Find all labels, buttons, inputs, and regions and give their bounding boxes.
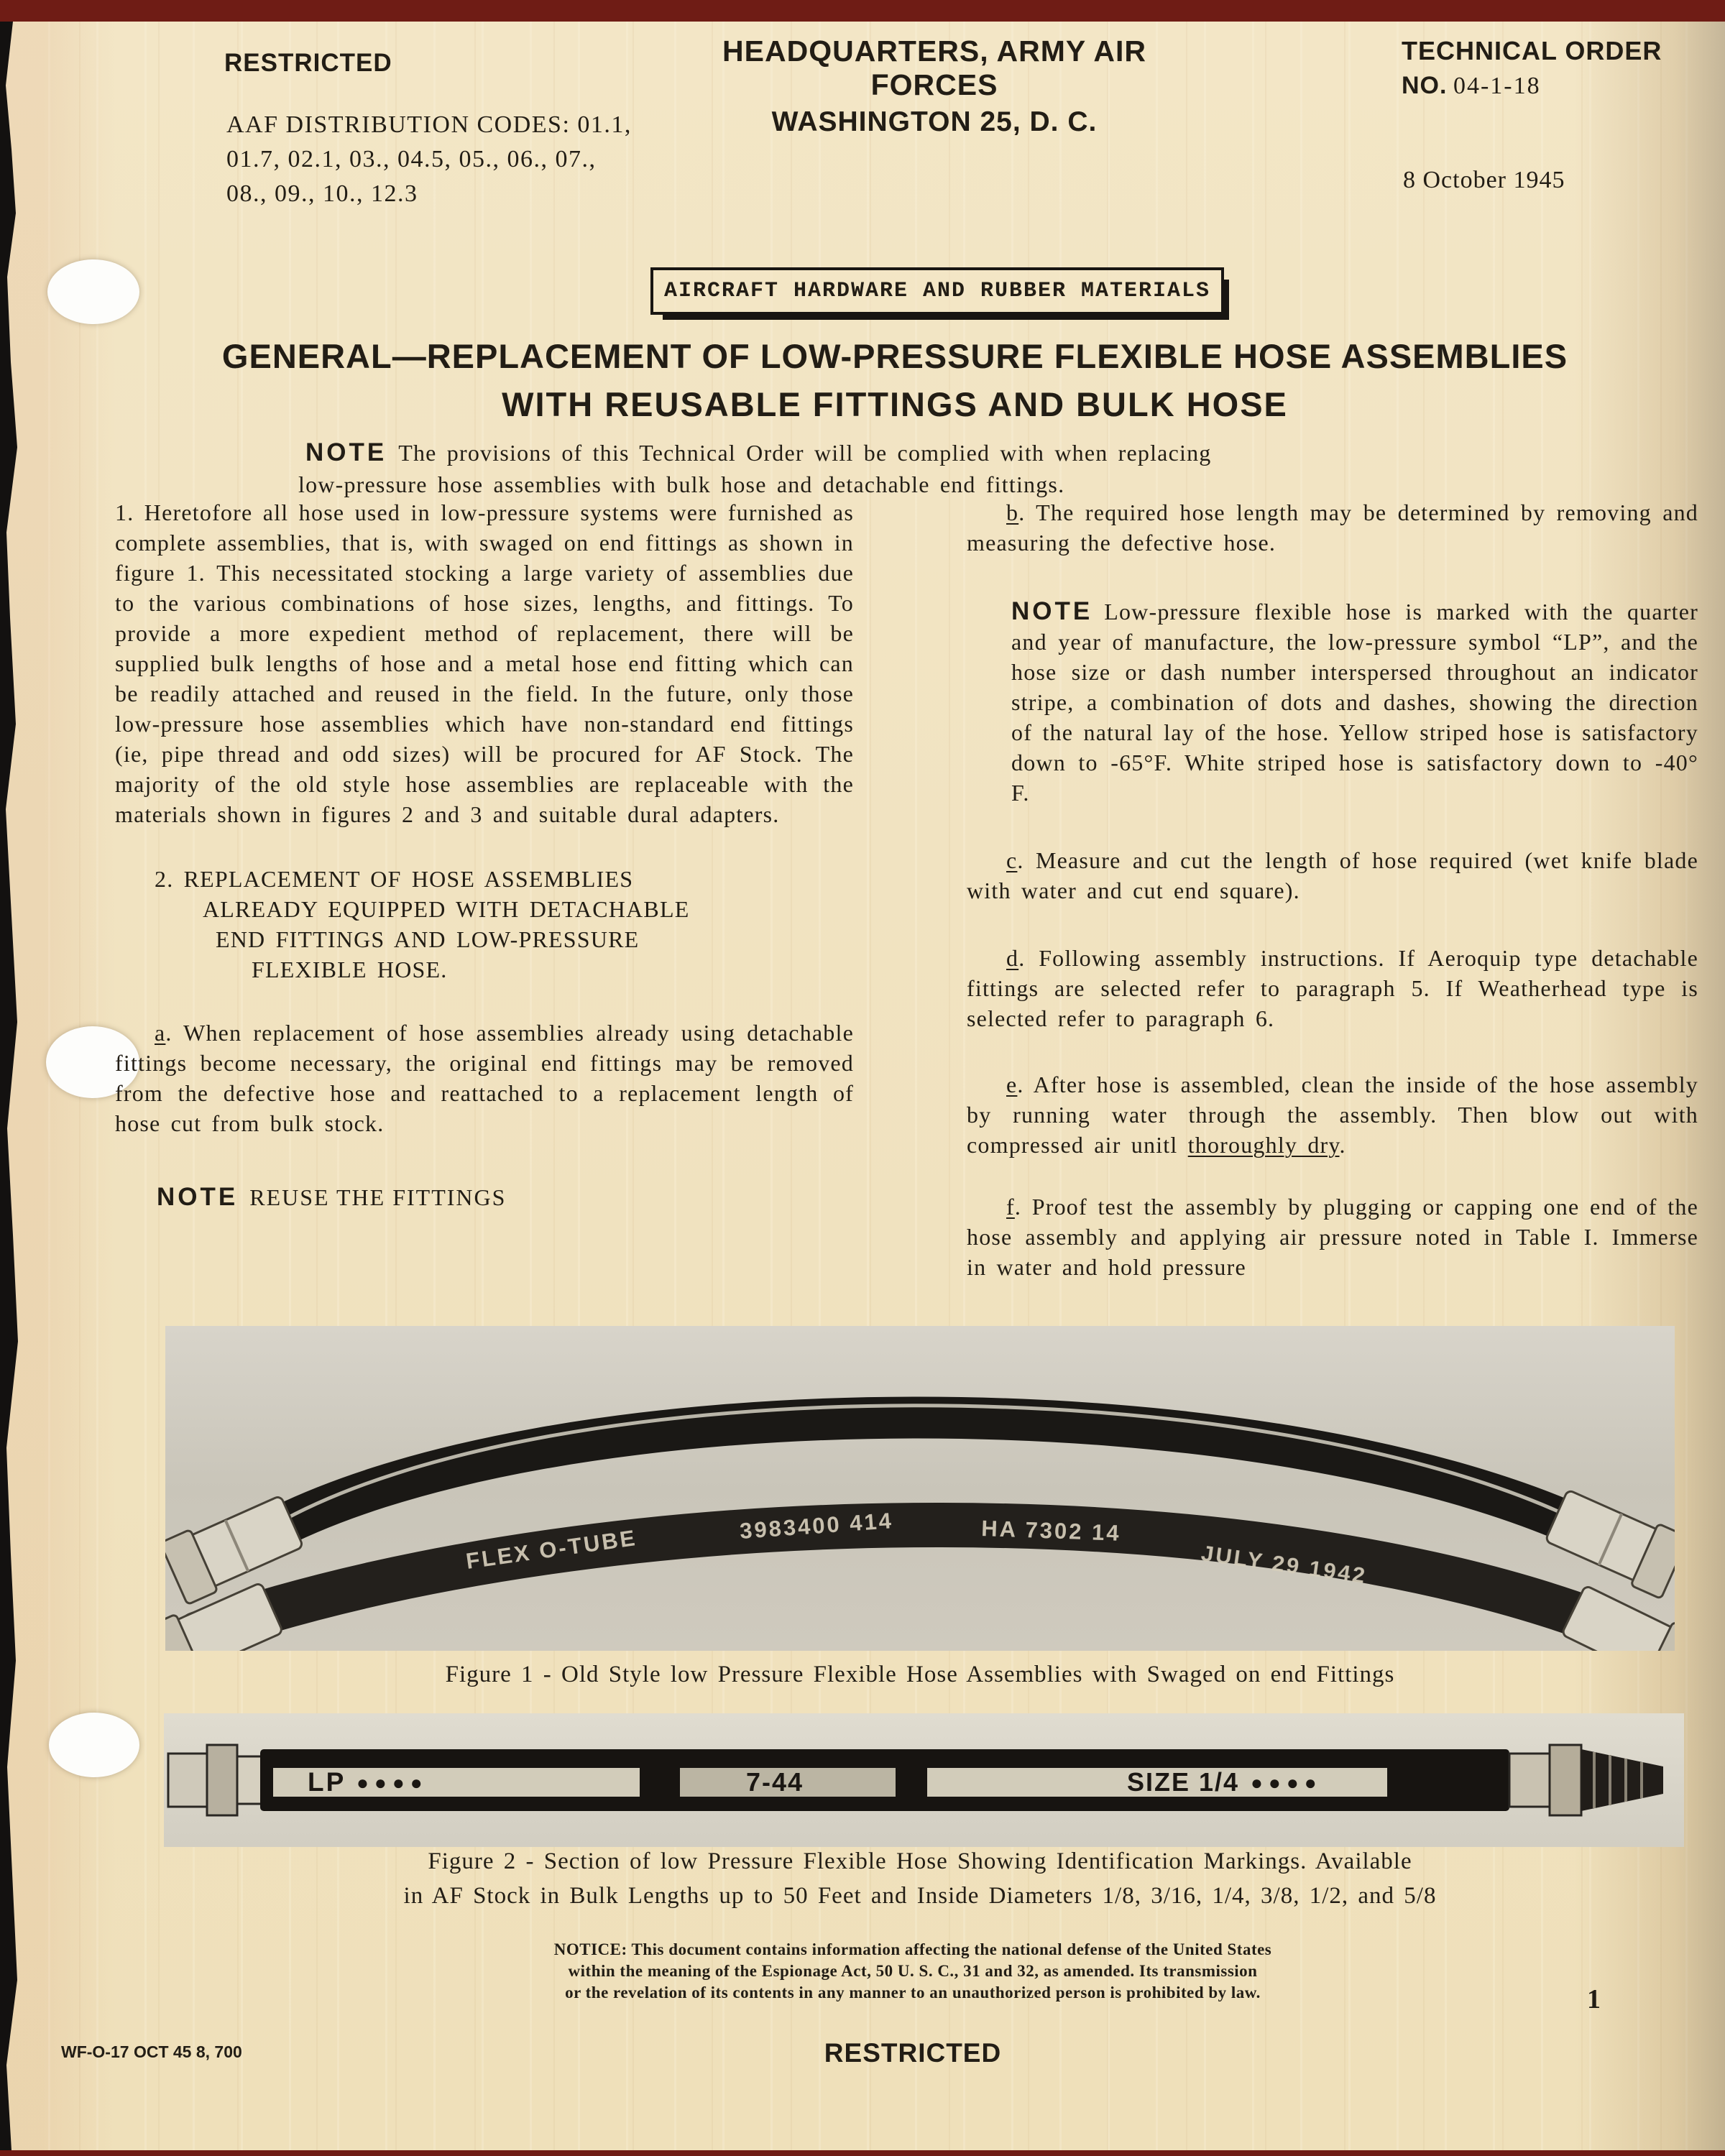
paragraph-letter: f <box>1006 1194 1015 1220</box>
headquarters-line2: WASHINGTON 25, D. C. <box>771 106 1098 137</box>
scan-band-bottom <box>0 2150 1725 2156</box>
title-line1: GENERAL—REPLACEMENT OF LOW-PRESSURE FLEXIBLE HOSE ASSEMBLIES <box>221 337 1568 375</box>
paragraph-letter: c <box>1006 847 1018 873</box>
paragraph-d-text: . Following assembly instructions. If Aeroquip type detachable fittings are selected refer to paragraph 5. If Weatherhead type is selected refer to paragraph 6. <box>967 945 1698 1031</box>
left-column <box>115 497 854 1212</box>
paragraph-e-text: . After hose is assembled, clean the inside of the hose assembly by running water through the assembly. Then blow out with compressed air unitl <box>967 1072 1698 1158</box>
hose-marking-text: JULY 29 1942 <box>1200 1540 1369 1589</box>
paragraph-b <box>967 497 1698 558</box>
hose-marking-text: 3983400 414 <box>739 1508 894 1544</box>
classification-top: RESTRICTED <box>224 49 392 77</box>
fig2-marking-lp: LP <box>308 1767 346 1797</box>
paragraph-f <box>967 1192 1698 1282</box>
headquarters-line1: HEADQUARTERS, ARMY AIR FORCES <box>722 34 1146 101</box>
espionage-notice <box>402 1939 1423 2004</box>
technical-order-no-value: 04-1-18 <box>1453 73 1541 99</box>
print-code: WF-O-17 OCT 45 8, 700 <box>61 2042 242 2061</box>
technical-order-label: TECHNICAL ORDER <box>1402 36 1662 65</box>
note-keyword: NOTE <box>157 1183 239 1211</box>
hose-marking-text: HA 7302 14 <box>980 1516 1122 1546</box>
technical-order-no-label: NO. <box>1402 72 1448 99</box>
paragraph-a <box>115 1018 854 1138</box>
marking-note <box>967 596 1698 808</box>
notice-line: NOTICE: This document contains information affecting the national defense of the United States <box>553 1940 1272 1958</box>
scan-band-top <box>0 0 1725 22</box>
reuse-note <box>115 1183 854 1212</box>
heading-line: 2. REPLACEMENT OF HOSE ASSEMBLIES <box>155 866 634 892</box>
paragraph-e <box>967 1069 1698 1160</box>
fig2-marking-size-dots: ●●●● <box>1251 1772 1322 1794</box>
subject-box-label: AIRCRAFT HARDWARE AND RUBBER MATERIALS <box>663 279 1211 303</box>
distribution-line: 01.7, 02.1, 03., 04.5, 05., 06., 07., <box>226 146 597 172</box>
paragraph-letter: d <box>1006 945 1019 971</box>
figure2-photo <box>164 1713 1684 1847</box>
paragraph-d <box>967 943 1698 1033</box>
figure2-caption-line2: in AF Stock in Bulk Lengths up to 50 Feet and Inside Diameters 1/8, 3/16, 1/4, 3/8, 1/2, and 5/8 <box>403 1883 1437 1909</box>
heading-line: END FITTINGS AND LOW-PRESSURE <box>216 926 640 952</box>
issue-date: 8 October 1945 <box>1403 167 1565 193</box>
paragraph-c <box>967 845 1698 906</box>
figure1-caption: Figure 1 - Old Style low Pressure Flexible Hose Assemblies with Swaged on end Fittings <box>445 1662 1395 1687</box>
hose-marking-text: FLEX O-TUBE <box>464 1524 639 1574</box>
paragraph-letter: e <box>1006 1072 1018 1097</box>
distribution-line: AAF DISTRIBUTION CODES: 01.1, <box>226 111 632 138</box>
punch-hole-top <box>47 259 139 324</box>
fig2-left-fitting <box>168 1745 262 1815</box>
distribution-line: 08., 09., 10., 12.3 <box>226 180 418 207</box>
paragraph-c-text: . Measure and cut the length of hose required (wet knife blade with water and cut end square). <box>967 847 1698 903</box>
subject-box <box>650 267 1224 315</box>
paragraph-1: 1. Heretofore all hose used in low-pressure systems were furnished as complete assemblies, that is, with swaged on end fittings as shown in figure 1. This necessitated stocking a large variety of assemblies due to the various combinations of hose sizes, lengths, and fittings. To provide a more expedient method of replacement, there will be supplied bulk lengths of hose and a metal hose end fitting which can be readily attached and reused in the field. In the future, only those low-pressure hose assemblies which have non-standard end fittings (ie, pipe thread and odd sizes) will be procured for AF Stock. The majority of the old style hose assemblies are replaceable with the materials shown in figures 2 and 3 and suitable dural adapters. <box>115 499 854 827</box>
intro-note-line2: low-pressure hose assemblies with bulk hose and detachable end fittings. <box>298 471 1065 497</box>
notice-line: or the revelation of its contents in any manner to an unauthorized person is prohibited by law. <box>565 1984 1261 2001</box>
paragraph-e-tail: . <box>1339 1132 1346 1158</box>
title-line2: WITH REUSABLE FITTINGS AND BULK HOSE <box>502 385 1288 423</box>
figure1-photo <box>165 1326 1675 1651</box>
classification-bottom: RESTRICTED <box>824 2038 1002 2068</box>
marking-note-text: Low-pressure flexible hose is marked with the quarter and year of manufacture, the low-pressure symbol “LP”, and the hose size or dash number interspersed throughout an indicator stripe, a combination of dots and dashes, showing the direction of the natural lay of the hose. Yellow striped hose is satisfactory down to -65°F. White striped hose is satisfactory down to -40° F. <box>1011 599 1698 806</box>
figure2-caption-line1: Figure 2 - Section of low Pressure Flexible Hose Showing Identification Markings. Available <box>428 1848 1412 1874</box>
fig2-marking-date: 7-44 <box>746 1767 804 1797</box>
right-column <box>967 497 1698 1282</box>
fig2-marking-lp-dots: ●●●● <box>356 1772 428 1794</box>
technical-order-block <box>1402 36 1662 100</box>
reuse-note-text: REUSE THE FITTINGS <box>249 1184 507 1210</box>
punch-hole-bottom <box>49 1713 139 1777</box>
paragraph-b-text: . The required hose length may be determined by removing and measuring the defective hose. <box>967 499 1698 556</box>
paragraph-a-text: . When replacement of hose assemblies already using detachable fittings become necessary, the original end fittings may be removed from the defective hose and reattached to a replacement length of hose cut from bulk stock. <box>115 1020 854 1136</box>
paragraph-f-text: . Proof test the assembly by plugging or capping one end of the hose assembly and applying air pressure noted in Table I. Immerse in water and hold pressure <box>967 1194 1698 1280</box>
fig2-marking-size: SIZE 1/4 <box>1127 1767 1240 1797</box>
intro-note <box>298 437 1599 500</box>
note-keyword: NOTE <box>1011 597 1093 625</box>
notice-line: within the meaning of the Espionage Act, 50 U. S. C., 31 and 32, as amended. Its transmission <box>568 1962 1258 1980</box>
heading-line: FLEXIBLE HOSE. <box>252 957 448 982</box>
intro-note-line1: The provisions of this Technical Order will be complied with when replacing <box>398 440 1212 466</box>
distribution-codes <box>226 108 787 211</box>
page-number: 1 <box>1587 1984 1601 2014</box>
heading-line: ALREADY EQUIPPED WITH DETACHABLE <box>203 896 690 922</box>
paragraph-letter: a <box>155 1020 166 1046</box>
section-2-heading <box>115 864 854 985</box>
paragraph-letter: b <box>1006 499 1019 525</box>
torn-left-edge <box>0 22 19 2150</box>
paragraph-e-underlined: thoroughly dry <box>1187 1132 1340 1158</box>
note-keyword: NOTE <box>305 438 387 466</box>
document-title <box>72 336 1718 424</box>
